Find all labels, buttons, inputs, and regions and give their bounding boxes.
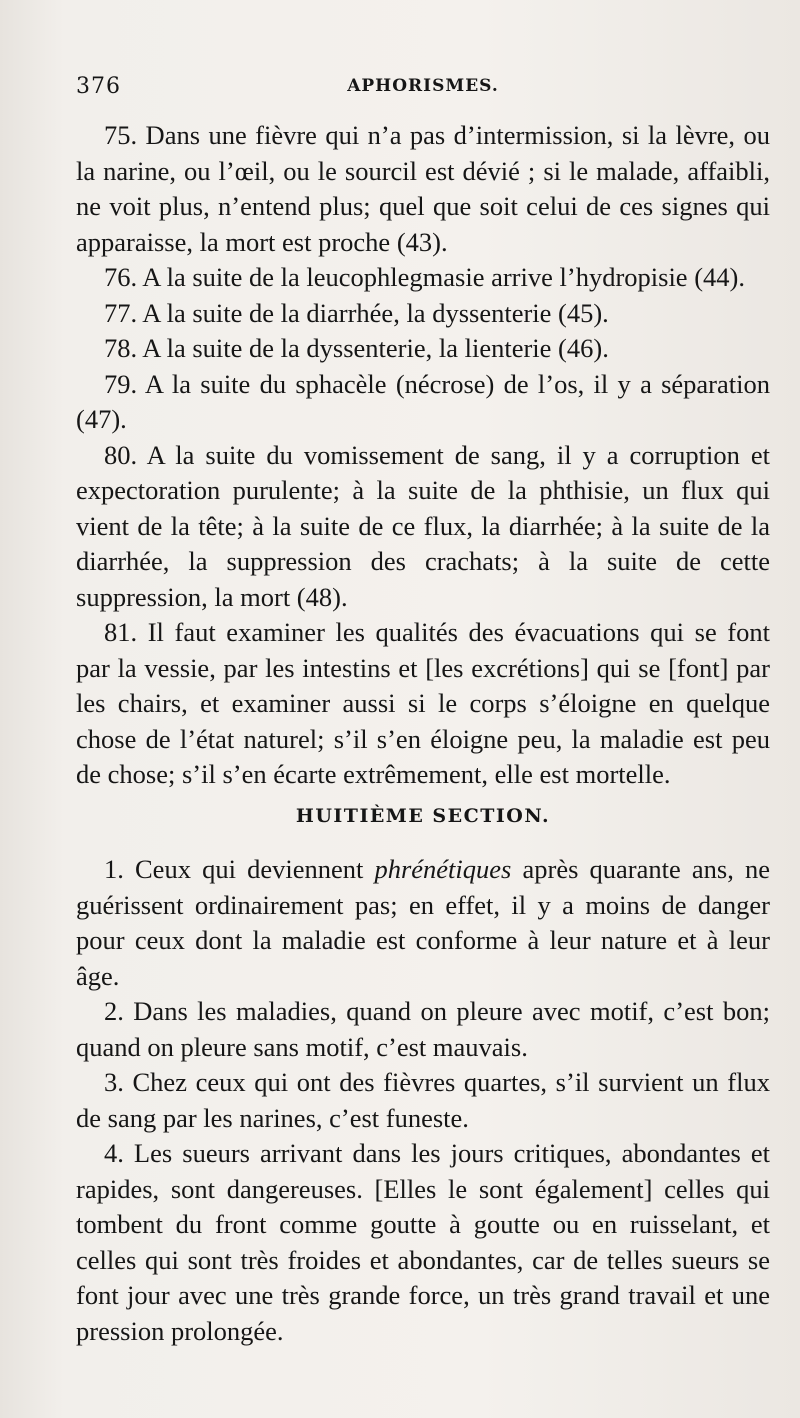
- aphorism-3: 3. Chez ceux qui ont des fièvres quartes, s’il survient un flux de sang par les narines, c’est funeste.: [76, 1067, 770, 1133]
- aphorism-78: 78. A la suite de la dyssenterie, la lienterie (46).: [104, 333, 609, 363]
- aphorism-77: 77. A la suite de la diarrhée, la dyssenterie (45).: [104, 297, 609, 328]
- body-text: [76, 118, 770, 1349]
- aphorism-79: 79. A la suite du sphacèle (nécrose) de l’os, il y a séparation (47).: [76, 368, 770, 434]
- aphorism-1-start: 1. Ceux qui deviennent: [104, 854, 375, 884]
- aphorism-4: 4. Les sueurs arrivant dans les jours critiques, abondantes et rapides, sont dangereuses. [Elles le sont également] celles qui tombent du front comme goutte à goutte ou en ruisselant, et celles qui sont très froides et abondantes, car de telles sueurs se font jour avec une très grande force, un très grand travail et une pression prolongée.: [76, 1138, 770, 1346]
- running-head: APHORISMES.: [347, 76, 499, 96]
- aphorism-1: [76, 852, 770, 994]
- page-number: 376: [76, 74, 121, 99]
- page-header: [76, 64, 770, 104]
- aphorism-81: 81. Il faut examiner les qualités des évacuations qui se font par la vessie, par les intestins et [les excrétions] qui se [font] par les chairs, et examiner aussi si le corps s’éloigne en quelque chose de l’état naturel; s’il s’en éloigne peu, la maladie est peu de chose; s’il s’en écarte extrêmement, elle est mortelle.: [76, 617, 770, 789]
- section-heading: [76, 799, 770, 835]
- section-title: HUITIÈME SECTION.: [295, 804, 551, 827]
- aphorism-76: 76. A la suite de la leucophlegmasie arrive l’hydropisie (44).: [104, 262, 745, 292]
- aphorism-75: 75. Dans une fièvre qui n’a pas d’intermission, si la lèvre, ou la narine, ou l’œil, ou le sourcil est dévié ; si le malade, affaibli, ne voit plus, n’entend plus; quel que soit celui de ces signes qui apparaisse, la mort est proche (43).: [76, 120, 770, 257]
- aphorism-1-end: après quarante ans, ne guérissent ordinairement pas; en effet, il y a moins de danger pour ceux dont la maladie est conforme à leur nature et à leur âge.: [76, 854, 770, 991]
- aphorism-1-italic-term: phrénétiques: [374, 854, 512, 884]
- aphorism-80: 80. A la suite du vomissement de sang, il y a corruption et expectoration purulente; à la suite de la phthisie, un flux qui vient de la tête; à la suite de ce flux, la diarrhée; à la suite de la diarrhée, la suppression des crachats; à la suite de cette suppression, la mort (48).: [76, 439, 770, 612]
- aphorism-2: 2. Dans les maladies, quand on pleure avec motif, c’est bon; quand on pleure sans motif, c’est mauvais.: [76, 996, 770, 1062]
